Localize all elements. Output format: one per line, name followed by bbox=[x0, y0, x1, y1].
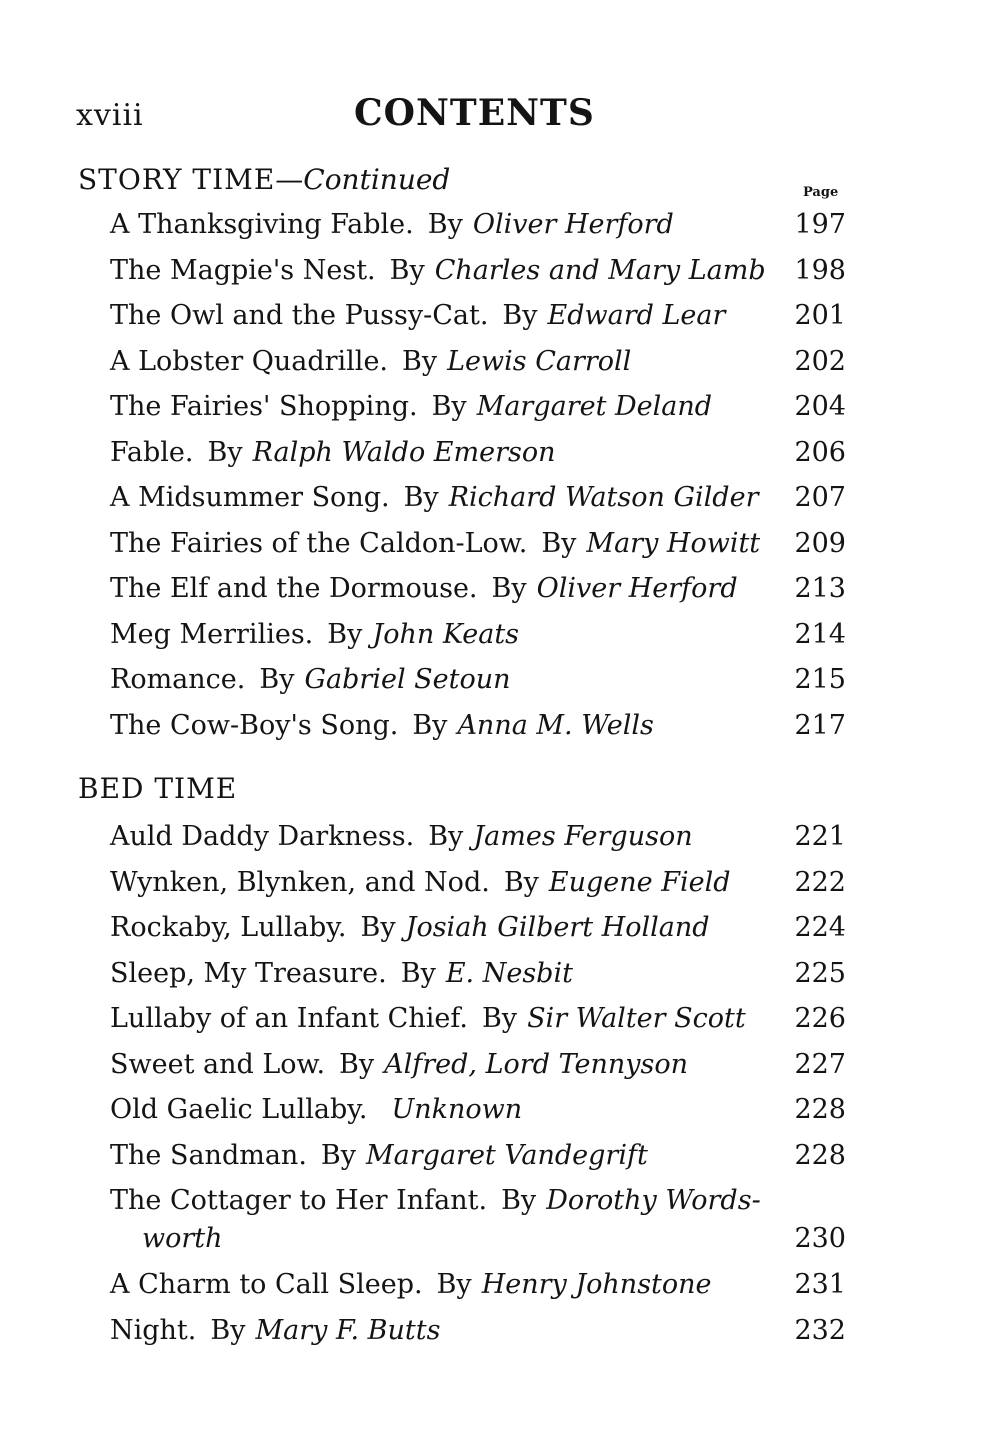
entry-author: Oliver Herford bbox=[472, 209, 674, 240]
entry-by: By bbox=[491, 573, 527, 604]
toc-entry bbox=[110, 1178, 850, 1262]
entry-title: The Cow-Boy's Song. bbox=[110, 709, 399, 741]
entry-by: By bbox=[360, 912, 396, 943]
entry-author: Mary Howitt bbox=[586, 527, 761, 559]
entry-page-number: 228 bbox=[794, 1139, 846, 1171]
section-title-text: STORY TIME bbox=[78, 163, 276, 196]
entry-author: Anna M. Wells bbox=[457, 709, 654, 741]
entry-by: By bbox=[501, 1185, 537, 1216]
entry-title: Lullaby of an Infant Chief. bbox=[110, 1003, 468, 1034]
entry-author-continued: worth bbox=[142, 1223, 223, 1254]
entry-by: By bbox=[402, 345, 438, 377]
toc-entry bbox=[110, 248, 850, 294]
entry-author: Alfred, Lord Tennyson bbox=[384, 1048, 688, 1080]
running-head bbox=[76, 92, 876, 142]
toc-entry bbox=[110, 521, 850, 567]
entry-author: Richard Watson Gilder bbox=[448, 482, 759, 513]
entry-author: Margaret Deland bbox=[476, 391, 713, 422]
toc-entry bbox=[110, 293, 850, 339]
entry-title: Meg Merrilies. bbox=[110, 618, 314, 650]
entry-by: By bbox=[389, 254, 425, 286]
toc-entry bbox=[110, 566, 850, 612]
entry-title: Sweet and Low. bbox=[110, 1048, 326, 1080]
entry-author: James Ferguson bbox=[473, 821, 693, 852]
entry-author: Henry Johnstone bbox=[481, 1269, 712, 1300]
entry-page-number: 226 bbox=[794, 1003, 846, 1034]
toc-entry bbox=[110, 430, 850, 476]
entry-author: Unknown bbox=[391, 1094, 523, 1125]
entry-page-number: 221 bbox=[794, 821, 846, 852]
section-title-text: BED TIME bbox=[78, 772, 238, 805]
entry-title: Night. bbox=[110, 1314, 197, 1346]
entry-page-number: 197 bbox=[794, 209, 846, 240]
entry-title: Fable. bbox=[110, 436, 194, 468]
toc-list-story-time bbox=[110, 202, 850, 748]
page-column-label: Page bbox=[803, 185, 839, 200]
entry-by: By bbox=[320, 1139, 357, 1171]
entry-title: A Midsummer Song. bbox=[110, 482, 390, 513]
entry-author: Eugene Field bbox=[548, 866, 731, 898]
entry-page-number: 225 bbox=[794, 957, 846, 989]
entry-page-number: 224 bbox=[794, 912, 846, 943]
entry-author: Ralph Waldo Emerson bbox=[252, 436, 556, 468]
toc-entry bbox=[110, 657, 850, 703]
entry-title: The Fairies of the Caldon-Low. bbox=[110, 527, 528, 559]
page-folio: xviii bbox=[76, 98, 144, 133]
toc-entry bbox=[110, 951, 850, 997]
entry-title: The Magpie's Nest. bbox=[110, 254, 376, 286]
entry-by: By bbox=[327, 618, 363, 650]
toc-entry bbox=[110, 202, 850, 248]
entry-page-number: 215 bbox=[794, 664, 846, 695]
toc-entry bbox=[110, 1262, 850, 1308]
entry-page-number: 214 bbox=[794, 618, 846, 650]
entry-page-number: 204 bbox=[794, 391, 846, 422]
entry-by: By bbox=[541, 527, 577, 559]
entry-title: Rockaby, Lullaby. bbox=[110, 912, 347, 943]
entry-page-number: 232 bbox=[794, 1314, 846, 1346]
entry-page-number: 222 bbox=[794, 866, 846, 898]
entry-author: Sir Walter Scott bbox=[527, 1003, 746, 1034]
entry-by: By bbox=[428, 821, 464, 852]
entry-by: By bbox=[403, 482, 439, 513]
toc-entry bbox=[110, 814, 850, 860]
entry-page-number: 202 bbox=[794, 345, 846, 377]
entry-by: By bbox=[210, 1314, 246, 1346]
entry-title: Romance. bbox=[110, 664, 246, 695]
entry-by: By bbox=[481, 1003, 518, 1034]
entry-page-number: 227 bbox=[794, 1048, 846, 1080]
entry-author: E. Nesbit bbox=[445, 957, 573, 989]
entry-author: Edward Lear bbox=[547, 300, 726, 331]
entry-by: By bbox=[436, 1269, 472, 1300]
entry-author: Charles and Mary Lamb bbox=[434, 254, 766, 286]
entry-page-number: 201 bbox=[794, 300, 846, 331]
toc-entry bbox=[110, 1087, 850, 1133]
entry-title: Sleep, My Treasure. bbox=[110, 957, 387, 989]
entry-title: The Elf and the Dormouse. bbox=[110, 573, 478, 604]
entry-by: By bbox=[259, 664, 295, 695]
entry-title: The Fairies' Shopping. bbox=[110, 391, 418, 422]
entry-page-number: 228 bbox=[794, 1094, 846, 1125]
entry-page-number: 209 bbox=[794, 527, 846, 559]
entry-page-number: 198 bbox=[794, 254, 846, 286]
section-continued-label: —Continued bbox=[275, 163, 451, 196]
toc-entry bbox=[110, 339, 850, 385]
entry-page-number: 231 bbox=[794, 1269, 846, 1300]
entry-by: By bbox=[431, 391, 467, 422]
entry-title: The Cottager to Her Infant. bbox=[110, 1185, 488, 1216]
toc-entry bbox=[110, 1133, 850, 1179]
toc-entry bbox=[110, 905, 850, 951]
entry-author: Josiah Gilbert Holland bbox=[405, 912, 710, 943]
entry-by: By bbox=[400, 957, 436, 989]
toc-entry bbox=[110, 475, 850, 521]
entry-by: By bbox=[412, 709, 448, 741]
toc-entry bbox=[110, 612, 850, 658]
toc-list-bed-time bbox=[110, 814, 850, 1353]
section-title-bed-time bbox=[78, 772, 237, 805]
toc-entry bbox=[110, 996, 850, 1042]
entry-page-number: 206 bbox=[794, 436, 846, 468]
entry-author: Margaret Vandegrift bbox=[366, 1139, 648, 1171]
entry-page-number: 217 bbox=[794, 709, 846, 741]
section-title-story-time bbox=[78, 163, 450, 196]
entry-by: By bbox=[502, 300, 538, 331]
toc-entry bbox=[110, 703, 850, 749]
entry-title: Auld Daddy Darkness. bbox=[110, 821, 415, 852]
page-title: CONTENTS bbox=[354, 92, 595, 134]
entry-title: The Owl and the Pussy-Cat. bbox=[110, 300, 489, 331]
entry-title: The Sandman. bbox=[110, 1139, 307, 1171]
entry-title: A Thanksgiving Fable. bbox=[110, 209, 414, 240]
entry-author: Lewis Carroll bbox=[447, 345, 632, 377]
entry-by: By bbox=[427, 209, 463, 240]
entry-page-number: 207 bbox=[794, 482, 846, 513]
entry-title: Old Gaelic Lullaby. bbox=[110, 1094, 368, 1125]
entry-author: Mary F. Butts bbox=[255, 1314, 441, 1346]
entry-author: Oliver Herford bbox=[536, 573, 738, 604]
entry-by: By bbox=[207, 436, 243, 468]
entry-by: By bbox=[339, 1048, 375, 1080]
entry-author: John Keats bbox=[372, 618, 520, 650]
entry-by: By bbox=[503, 866, 539, 898]
entry-title: A Lobster Quadrille. bbox=[110, 345, 389, 377]
entry-page-number: 213 bbox=[794, 573, 846, 604]
entry-author: Gabriel Setoun bbox=[304, 664, 511, 695]
toc-entry bbox=[110, 1308, 850, 1354]
entry-title: Wynken, Blynken, and Nod. bbox=[110, 866, 490, 898]
toc-entry bbox=[110, 1042, 850, 1088]
toc-entry bbox=[110, 384, 850, 430]
entry-title: A Charm to Call Sleep. bbox=[110, 1269, 423, 1300]
entry-page-number: 230 bbox=[794, 1223, 846, 1254]
entry-author: Dorothy Words- bbox=[546, 1185, 761, 1216]
toc-entry bbox=[110, 860, 850, 906]
